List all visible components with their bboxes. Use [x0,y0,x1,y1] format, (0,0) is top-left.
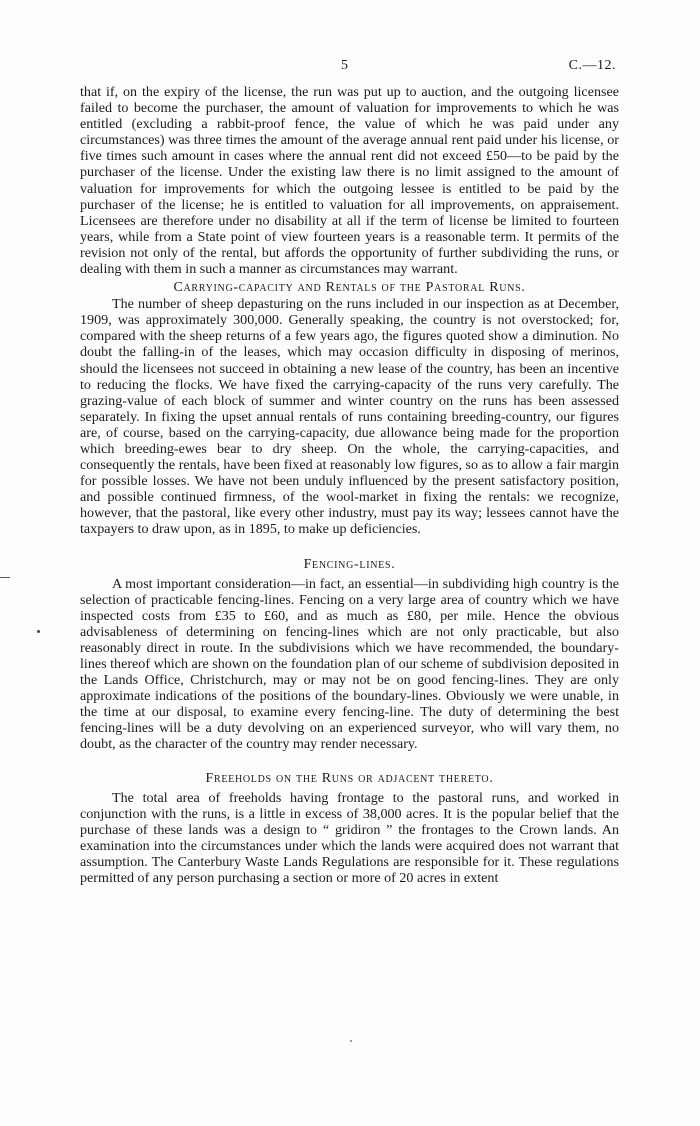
paragraph-fencing-lines: A most important consideration—in fact, an essential—in subdividing high country is the selection of practicable fencing-lines. Fencing on a very large area of country which we have inspected costs from £35 to £60, and as much as £80, per mile. Hence the obvious advisableness of determining on fencing-lines which are not only practicable, but also reasonably direct in route. In the subdivisions which we have recommended, the boundary-lines thereof which are shown on the foundation plan of our scheme of subdivision deposited in the Lands Office, Christchurch, may or may not be on good fencing-lines. They are only approximate indications of the positions of the boundary-lines. Obviously we were unable, in the time at our disposal, to examine every fencing-line. The duty of determining the best fencing-lines will be a duty devolving on an experienced surveyor, who will vary them, no doubt, as the character of the country may render necessary. [80,575,619,753]
document-body [80,84,619,886]
section-heading-fencing-lines: Fencing-lines. [303,556,396,572]
document-reference: C.—12. [568,58,616,73]
page-number: 5 [341,58,348,73]
paragraph-continuation: that if, on the expiry of the license, the run was put up to auction, and the outgoing licensee failed to become the purchaser, the amount of valuation for improvements to which he was entitled (excluding a rabbit-proof fence, the value of which he was paid under any circumstances) was three times the amount of the average annual rent paid under his license, or five times such amount in cases where the annual rent did not exceed £50—to be paid by the purchaser of the license. Under the existing law there is no limit assigned to the amount of valuation for improvements for which the outgoing lessee is entitled to be paid by the purchaser of the license; he is entitled to valuation for all improvements, on appraisement. Licensees are therefore under no disability at all if the term of license be limited to fourteen years, while from a State point of view fourteen years is a reasonable term. It permits of the revision not only of the rental, but affords the opportunity of further subdividing the runs, or dealing with them in such a manner as circumstances may warrant. [80,84,619,278]
margin-dash-mark [0,577,10,578]
scan-speck-mark [350,1040,352,1042]
section-heading-carrying-capacity: Carrying-capacity and Rentals of the Pastoral Runs. [173,280,526,296]
page-header [0,58,700,78]
paragraph-freeholds: The total area of freeholds having frontage to the pastoral runs, and worked in conjunction with the runs, is a little in excess of 38,000 acres. It is the popular belief that the purchase of these lands was a design to “ gridiron ” the frontages to the Crown lands. An examination into the circumstances under which the lands were acquired does not warrant that assumption. The Canterbury Waste Lands Regulations are responsible for it. These regulations permitted of any person purchasing a section or more of 20 acres in extent [80,789,619,887]
paragraph-carrying-capacity: The number of sheep depasturing on the runs included in our inspection as at December, 1909, was approximately 300,000. Generally speaking, the country is not overstocked; for, compared with the sheep returns of a few years ago, the figures quoted show a diminution. No doubt the falling-in of the leases, which may occasion difficulty in disposing of merinos, should the licensees not succeed in obtaining a new lease of the country, has been an incentive to reducing the flocks. We have fixed the carrying-capacity of the runs very carefully. The grazing-value of each block of summer and winter country on the runs has been assessed separately. In fixing the upset annual rentals of runs containing breeding-country, our figures are, of course, based on the carrying-capacity, due allowance being made for the proportion which breeding-ewes bear to dry sheep. On the whole, the carrying-capacities, and consequently the rentals, have been fixed at reasonably low figures, so as to allow a fair margin for possible losses. We have not been unduly influenced by the present satisfactory position, and possible continued firmness, of the wool-market in fixing the rentals: we recognize, however, that the pastoral, like every other industry, must pay its way; lessees cannot have the taxpayers to draw upon, as in 1895, to make up deficiencies. [80,296,619,538]
margin-dot-mark [37,630,40,633]
section-heading-freeholds: Freeholds on the Runs or adjacent thereto. [205,770,494,786]
